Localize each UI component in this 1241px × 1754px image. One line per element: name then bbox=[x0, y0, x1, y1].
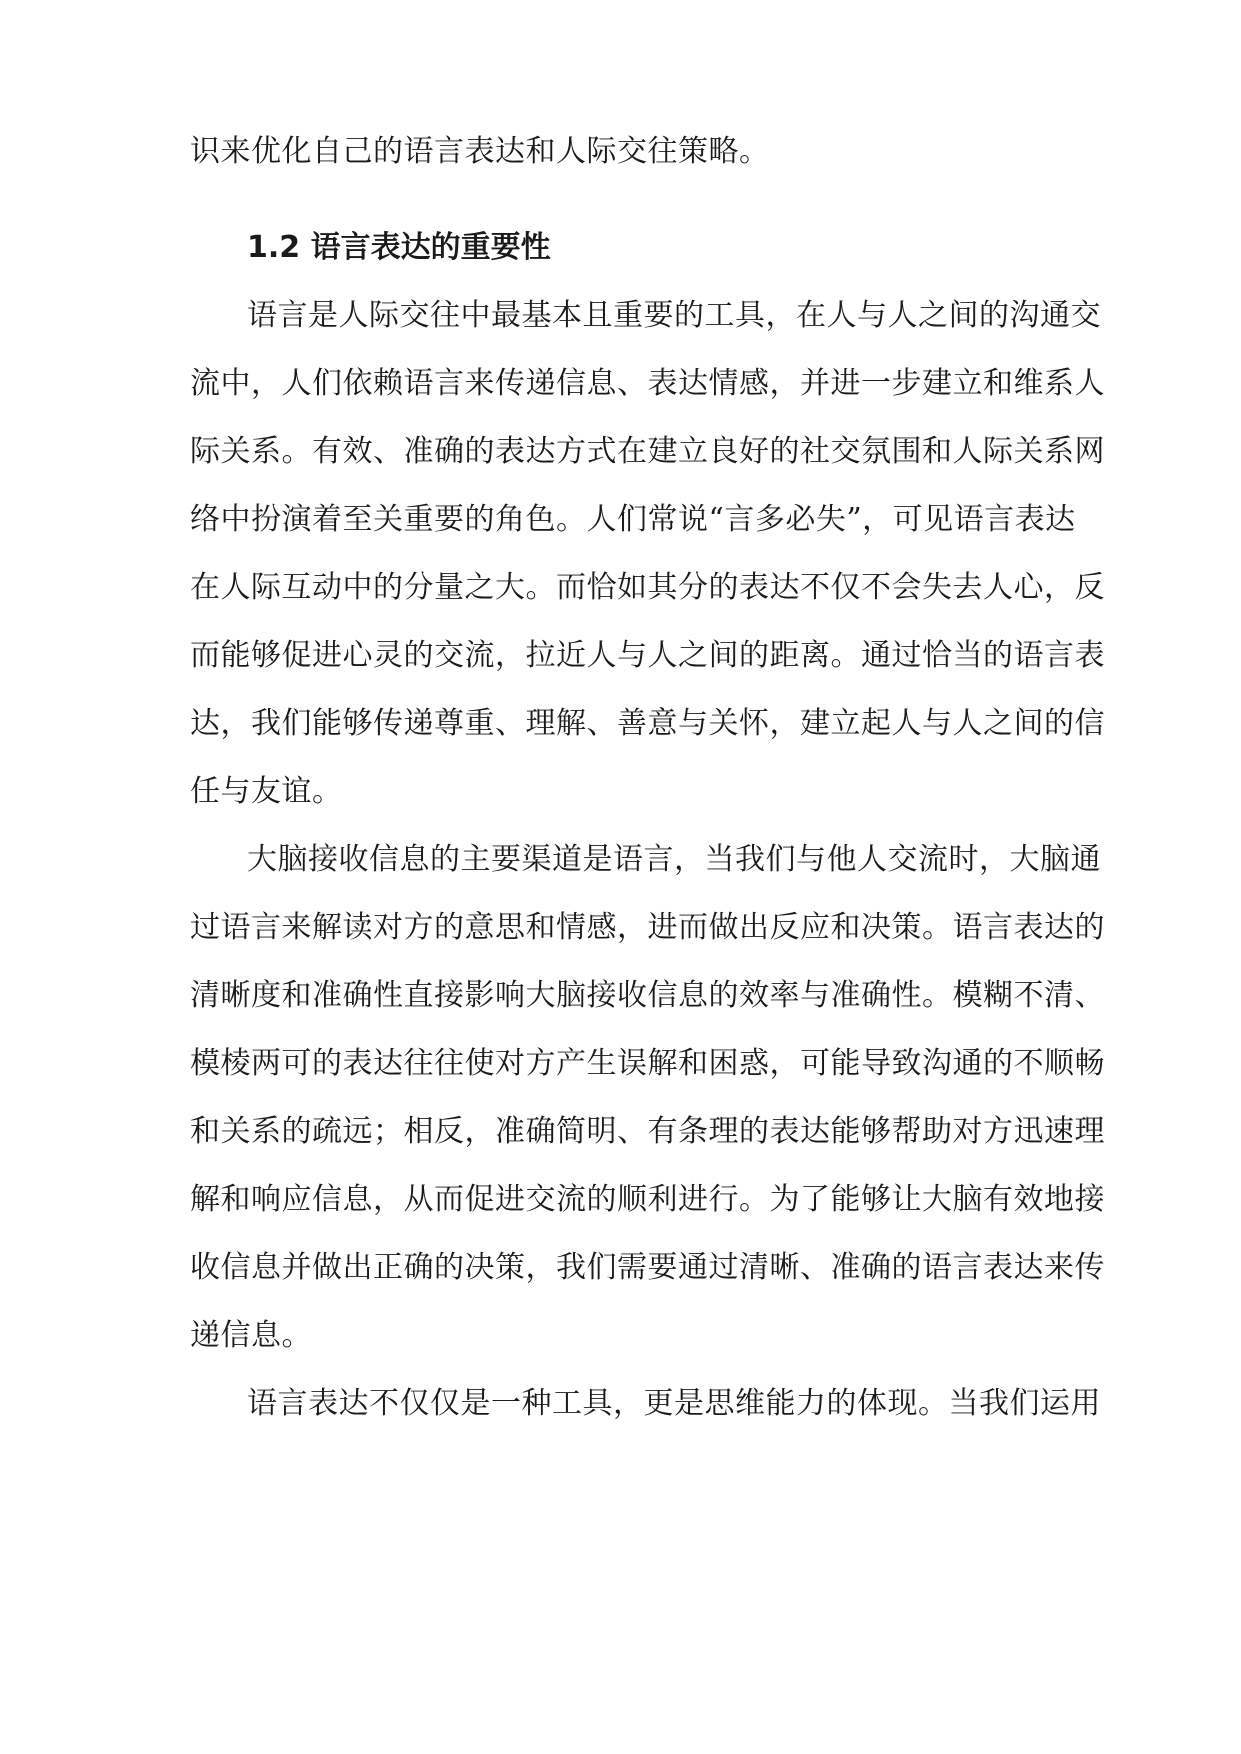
paragraph-line: 模棱两可的表达往往使对方产生误解和困惑，可能导致沟通的不顺畅 bbox=[190, 1046, 1105, 1081]
paragraph-line: 流中，人们依赖语言来传递信息、表达情感，并进一步建立和维系人 bbox=[190, 366, 1105, 401]
paragraph-line: 清晰度和准确性直接影响大脑接收信息的效率与准确性。模糊不清、 bbox=[190, 978, 1105, 1013]
paragraph-line: 递信息。 bbox=[190, 1318, 312, 1353]
paragraph-line: 在人际互动中的分量之大。而恰如其分的表达不仅不会失去人心，反 bbox=[190, 570, 1105, 605]
paragraph-line: 络中扮演着至关重要的角色。人们常说“言多必失”，可见语言表达 bbox=[190, 502, 1076, 537]
paragraph-line: 达，我们能够传递尊重、理解、善意与关怀，建立起人与人之间的信 bbox=[190, 706, 1105, 741]
paragraph-line: 解和响应信息，从而促进交流的顺利进行。为了能够让大脑有效地接 bbox=[190, 1182, 1105, 1217]
paragraph-line: 识来优化自己的语言表达和人际交往策略。 bbox=[190, 134, 770, 169]
paragraph-line: 过语言来解读对方的意思和情感，进而做出反应和决策。语言表达的 bbox=[190, 910, 1105, 945]
paragraph-line: 而能够促进心灵的交流，拉近人与人之间的距离。通过恰当的语言表 bbox=[190, 638, 1105, 673]
section-heading: 1.2 语言表达的重要性 bbox=[247, 230, 551, 265]
paragraph-line: 际关系。有效、准确的表达方式在建立良好的社交氛围和人际关系网 bbox=[190, 434, 1105, 469]
paragraph-line: 大脑接收信息的主要渠道是语言，当我们与他人交流时，大脑通 bbox=[247, 842, 1101, 877]
paragraph-line: 和关系的疏远；相反，准确简明、有条理的表达能够帮助对方迅速理 bbox=[190, 1114, 1105, 1149]
paragraph-line: 语言是人际交往中最基本且重要的工具，在人与人之间的沟通交 bbox=[247, 298, 1101, 333]
paragraph-line: 任与友谊。 bbox=[190, 774, 343, 809]
paragraph-line: 收信息并做出正确的决策，我们需要通过清晰、准确的语言表达来传 bbox=[190, 1250, 1105, 1285]
paragraph-line: 语言表达不仅仅是一种工具，更是思维能力的体现。当我们运用 bbox=[247, 1386, 1101, 1421]
